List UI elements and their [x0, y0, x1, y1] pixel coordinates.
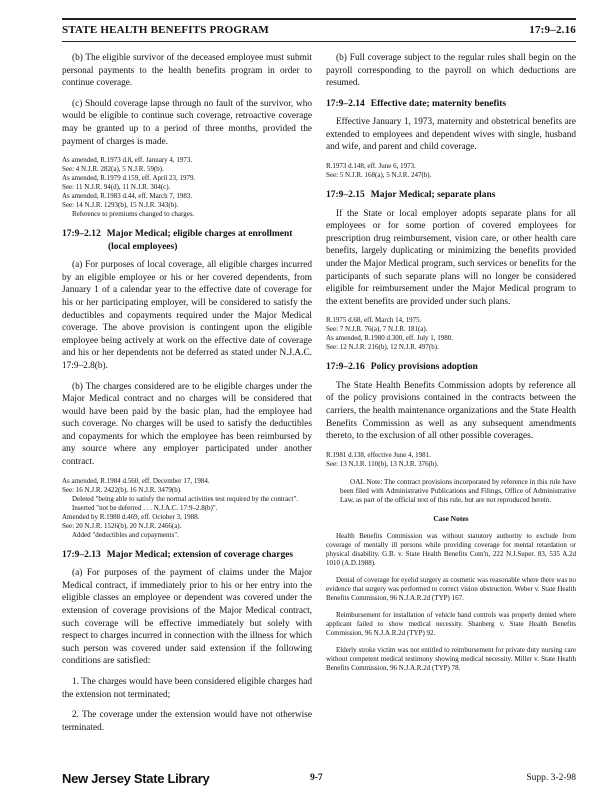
section-number: 17:9–2.12 — [62, 229, 101, 240]
section-text: If the State or local employer adopts separate plans for all employees or for some portion of covered employees for prescription drug reimbursement, vision care, or other health care benefits, largely duplicating or minimizing the benefits provided under the Major Medical program, such services or benefits for the participants of such separate plans will no longer be considered eligible for reimbursement under the Major Medical program to the extent benefits are provided under such plans. — [326, 208, 576, 307]
section-heading-2-13 — [62, 549, 312, 562]
history-note — [326, 316, 576, 352]
history-line: See: 13 N.J.R. 110(b), 13 N.J.R. 376(b). — [326, 459, 439, 468]
section-text: The State Health Benefits Commission adopts by reference all of the policy provisions contained in the contracts between the carriers, the health maintenance organizations and the State Health Benefits Commission as well as any subsequent amendments thereto, to the exclusion of all other possible coverages. — [326, 380, 576, 442]
history-line: As amended, R.1983 d.44, eff. March 7, 1983. — [62, 192, 193, 201]
history-line: As amended, R.1973 d.8, eff. January 4, 1973. — [62, 156, 193, 165]
history-note — [326, 451, 576, 469]
history-line: See: 4 N.J.R. 282(a), 5 N.J.R. 59(b). — [62, 165, 164, 174]
case-note: Health Benefits Commission was without statutory authority to exclude from coverage of mentally ill persons while providing coverage for mental retardation or physical disability. G.B. v. State Health Benefits Com'n, 222 N.J.Super. 83, 535 A.2d 1010 (A.D.1988). — [326, 531, 576, 567]
left-column — [62, 52, 312, 742]
paragraph-b: (b) Full coverage subject to the regular rules shall begin on the payroll corresponding to the payroll on which deductions are resumed. — [326, 53, 576, 89]
header-citation: 17:9–2.16 — [529, 24, 576, 36]
page-footer — [62, 773, 576, 789]
library-stamp: New Jersey State Library — [62, 771, 210, 786]
history-annotation: Added "deductibles and copayments". — [72, 530, 179, 539]
paragraph-c: (c) Should coverage lapse through no fault of the survivor, who would be eligible to continue such coverage, retroactive coverage may be granted up to a period of three months, provided the payment of charges is made. — [62, 98, 312, 147]
case-note: Reimbursement for installation of vehicle hand controls was properly denied where applicant failed to show medical necessity. Shanberg v. State Health Benefits Commission, 96 N.J.A.R.2d (TYP) 92. — [326, 610, 576, 637]
supplement-date: Supp. 3-2-98 — [526, 773, 576, 783]
section-heading-2-14 — [326, 98, 576, 111]
header-title: STATE HEALTH BENEFITS PROGRAM — [62, 24, 270, 36]
running-header — [62, 24, 576, 40]
section-title-continued: (local employees) — [108, 241, 178, 252]
section-title: Major Medical; eligible charges at enrollment — [106, 229, 293, 240]
header-rule — [62, 41, 576, 42]
history-line: As amended, R.1979 d.159, eff. April 23, 1979. — [62, 174, 196, 183]
history-line: As amended, R.1984 d.560, eff. December 17, 1984. — [62, 476, 210, 485]
section-text: Effective January 1, 1973, maternity and obstetrical benefits are extended to employees and dependent wives with single, husband and wife, and parent and child coverage. — [326, 117, 576, 153]
history-note — [62, 156, 312, 219]
history-line: See: 14 N.J.R. 1293(b), 15 N.J.R. 343(b). — [62, 201, 179, 210]
history-note — [326, 162, 576, 180]
history-line: As amended, R.1980 d.300, eff. July 1, 1980. — [326, 334, 454, 343]
section-title: Major Medical; separate plans — [370, 190, 496, 201]
section-title: Effective date; maternity benefits — [370, 98, 507, 109]
paragraph-a: (a) For purposes of local coverage, all eligible charges incurred by an eligible employee or his or her covered dependents, from January 1 of a calendar year to the effective date of coverage for his or her participating employer, will be considered to satisfy the deductibles and copayments required under the Major Medical coverage. The above provision is contingent upon the eligible employee being actively at work on the effective date of coverage and his or her dependents not be deferred as stated under N.J.A.C. 17:9–2.8(b). — [62, 260, 312, 371]
section-title: Policy provisions adoption — [370, 362, 478, 373]
case-note: Denial of coverage for eyelid surgery as cosmetic was reasonable where there was no evidence that surgery was performed to correct vision obstruction. Weber v. State Health Benefits Commission, 96 N.J.A.R.2d (TYP) 167. — [326, 575, 576, 602]
oal-note: OAL Note: The contract provisions incorporated by reference in this rule have been filed with Administrative Publications and Filings, Office of Administrative Law, as part of the official text of this rule, but are not reproduced herein. — [340, 477, 576, 505]
section-number: 17:9–2.16 — [326, 362, 365, 373]
right-column — [326, 52, 576, 681]
history-line: See: 12 N.J.R. 216(b), 12 N.J.R. 497(b). — [326, 343, 439, 352]
history-line: See: 16 N.J.R. 2422(b), 16 N.J.R. 3479(b). — [62, 485, 182, 494]
history-annotation: Deleted "being able to satisfy the normal activities test required by the contract". Inserted "not be deferred . . . N.J.A.C. 17:9–2.8(b)". — [72, 494, 298, 512]
history-note — [62, 477, 312, 540]
history-line: See: 11 N.J.R. 94(d), 11 N.J.R. 304(c). — [62, 183, 171, 192]
section-number: 17:9–2.13 — [62, 549, 101, 560]
section-heading-2-15 — [326, 189, 576, 202]
section-heading-2-16 — [326, 361, 576, 374]
history-annotation: Reference to premiums changed to charges. — [72, 210, 195, 219]
paragraph-1: 1. The charges would have been considered eligible charges had the extension not terminated; — [62, 676, 312, 700]
history-line: See: 20 N.J.R. 1526(b), 20 N.J.R. 2466(a). — [62, 521, 182, 530]
history-line: R.1975 d.68, eff. March 14, 1975. — [326, 316, 422, 325]
history-line: R.1981 d.138, effective June 4, 1981. — [326, 450, 431, 459]
section-title: Major Medical; extension of coverage charges — [106, 549, 294, 560]
history-line: See: 7 N.J.R. 76(a), 7 N.J.R. 181(a). — [326, 325, 428, 334]
section-number: 17:9–2.14 — [326, 98, 365, 109]
case-notes-title: Case Notes — [433, 514, 469, 524]
history-line: R.1973 d.148, eff. June 6, 1973. — [326, 162, 416, 171]
paragraph-2: 2. The coverage under the extension would have not otherwise terminated. — [62, 710, 312, 733]
paragraph-a: (a) For purposes of the payment of claims under the Major Medical contract, if immediately prior to his or her entry into the eligible classes an employee or dependent was covered under the extension of coverage provisions of the Major Medical contract, such coverage will be effective immediately but solely with respect to charges incurred in connection with the illness for which such person was covered under said extension if the following conditions are satisfied: — [62, 568, 312, 667]
section-number: 17:9–2.15 — [326, 190, 365, 201]
paragraph-b: (b) The eligible survivor of the deceased employee must submit personal payments to the health benefits program in order to continue coverage. — [62, 53, 312, 89]
section-heading-2-12 — [62, 228, 312, 253]
case-note: Elderly stroke victim was not entitled to reimbursement for private duty nursing care without competent medical testimony showing medical necessity. Miller v. State Health Benefits Commission, 96 N.J.A.R.2d (TYP) 78. — [326, 645, 576, 672]
page-number: 9-7 — [310, 773, 323, 783]
top-rule — [62, 18, 576, 20]
paragraph-b: (b) The charges considered are to be eligible charges under the Major Medical contract and no charges will be considered that would have been paid by the basic plan, had the employee had such coverage. No charges will be used to satisfy the deductibles and copayments for which the employee has been reimbursed by any source where any employer participated under another contract. — [62, 381, 312, 468]
history-line: Amended by R.1988 d.469, eff. October 3, 1988. — [62, 512, 200, 521]
history-line: See: 5 N.J.R. 168(a), 5 N.J.R. 247(b). — [326, 171, 432, 180]
